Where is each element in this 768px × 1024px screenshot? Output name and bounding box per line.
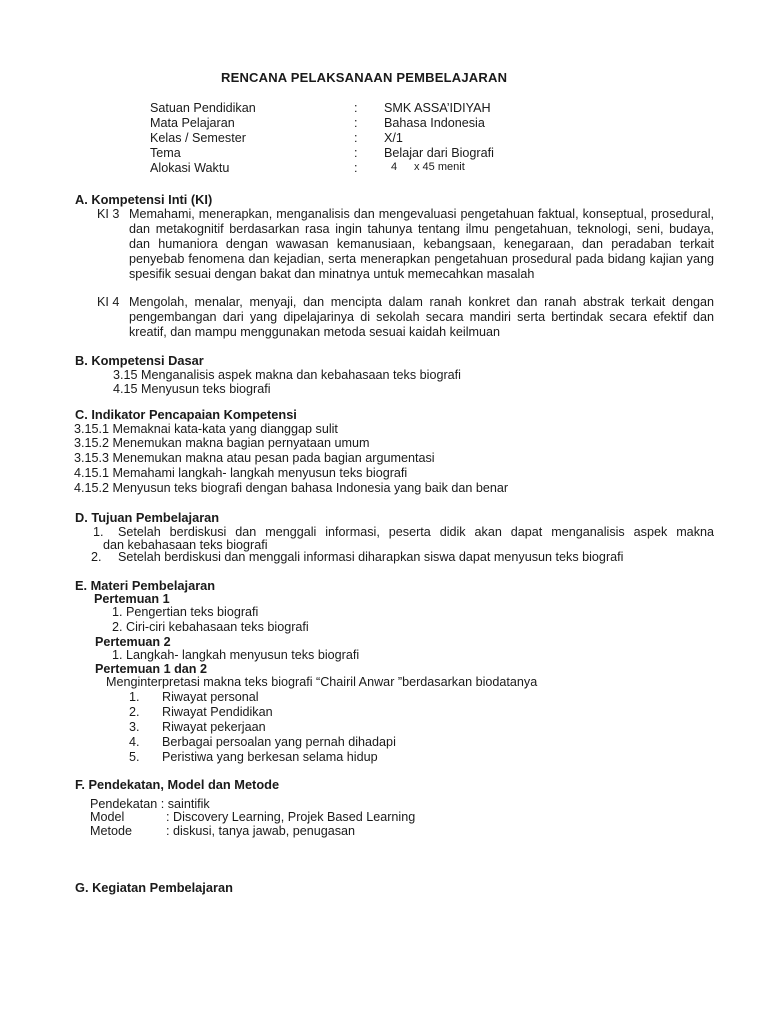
identity-value-number: 4 [391, 161, 398, 173]
tujuan-item-line1: Setelah berdiskusi dan menggali informasi, peserta didik akan dapat menganalisis aspek makna [118, 525, 714, 539]
pertemuan-heading: Pertemuan 1 [94, 592, 170, 606]
materi-intro: Menginterpretasi makna teks biografi “Chairil Anwar ”berdasarkan biodatanya [106, 675, 538, 689]
section-f-heading: F. Pendekatan, Model dan Metode [75, 777, 280, 792]
indicator-item: 3.15.1 Memaknai kata-kata yang dianggap sulit [74, 422, 338, 436]
materi-item: Peristiwa yang berkesan selama hidup [162, 750, 378, 764]
identity-value: Belajar dari Biografi [384, 146, 494, 160]
model-label: Model [90, 810, 125, 824]
ki3-label: KI 3 [97, 207, 120, 221]
materi-number: 5. [129, 750, 140, 764]
identity-separator: : [354, 131, 358, 145]
ki3-text [129, 207, 714, 282]
materi-item: Riwayat personal [162, 690, 259, 704]
pertemuan-heading: Pertemuan 2 [95, 635, 171, 649]
identity-label: Satuan Pendidikan [150, 101, 256, 115]
kd-item: 3.15 Menganalisis aspek makna dan kebahasaan teks biografi [113, 368, 461, 382]
identity-separator: : [354, 146, 358, 160]
materi-number: 1. [129, 690, 140, 704]
materi-item: Riwayat Pendidikan [162, 705, 273, 719]
materi-item: Berbagai persoalan yang pernah dihadapi [162, 735, 396, 749]
identity-separator: : [354, 161, 358, 175]
metode-value: : diskusi, tanya jawab, penugasan [166, 824, 356, 838]
pertemuan-heading: Pertemuan 1 dan 2 [95, 662, 207, 676]
ki4-label: KI 4 [97, 295, 120, 309]
identity-value-unit: x 45 menit [414, 161, 465, 173]
identity-label: Alokasi Waktu [150, 161, 230, 175]
model-value: : Discovery Learning, Projek Based Learning [166, 810, 416, 824]
ki4-text [129, 295, 714, 340]
tujuan-number: 1. [93, 525, 104, 539]
identity-value: Bahasa Indonesia [384, 116, 485, 130]
section-b-heading: B. Kompetensi Dasar [75, 353, 204, 368]
identity-separator: : [354, 116, 358, 130]
materi-number: 3. [129, 720, 140, 734]
section-c-heading: C. Indikator Pencapaian Kompetensi [75, 407, 297, 422]
tujuan-item-line2: dan kebahasaan teks biografi [103, 538, 268, 552]
indicator-item: 4.15.1 Memahami langkah- langkah menyusun teks biografi [74, 466, 408, 480]
identity-value: SMK ASSA’IDIYAH [384, 101, 491, 115]
materi-number: 4. [129, 735, 140, 749]
indicator-item: 4.15.2 Menyusun teks biografi dengan bahasa Indonesia yang baik dan benar [74, 481, 509, 495]
section-a-heading: A. Kompetensi Inti (KI) [75, 192, 213, 207]
materi-number: 2. [129, 705, 140, 719]
section-e-heading: E. Materi Pembelajaran [75, 578, 216, 593]
indicator-item: 3.15.3 Menemukan makna atau pesan pada bagian argumentasi [74, 451, 435, 465]
section-d-heading: D. Tujuan Pembelajaran [75, 510, 220, 525]
ki3-content: Memahami, menerapkan, menganalisis dan mengevaluasi pengetahuan faktual, konseptual, prosedural, dan metakognitif berdasarkan rasa ingin tahunya tentang ilmu pengetahuan, teknologi, seni, budaya, dan humaniora dengan wawasan kemanusiaan, kebangsaan, kenegaraan, dan peradaban terkait penyebab fenomena dan kejadian, serta menerapkan pengetahuan prosedural pada bidang kajian yang spesifik sesuai dengan bakat dan minatnya untuk memecahkan masalah [129, 207, 714, 281]
pendekatan-row: Pendekatan : saintifik [90, 797, 210, 811]
page-title: RENCANA PELAKSANAAN PEMBELAJARAN [221, 70, 508, 85]
identity-label: Kelas / Semester [150, 131, 246, 145]
kd-item: 4.15 Menyusun teks biografi [113, 382, 271, 396]
identity-separator: : [354, 101, 358, 115]
tujuan-item: Setelah berdiskusi dan menggali informasi diharapkan siswa dapat menyusun teks biografi [118, 550, 624, 564]
ki4-content: Mengolah, menalar, menyaji, dan mencipta dalam ranah konkret dan ranah abstrak terkait dengan pengembangan dari yang dipelajarinya di sekolah secara mandiri serta bertindak secara efektif dan kreatif, dan mampu menggunakan metoda sesuai kaidah keilmuan [129, 295, 714, 339]
metode-label: Metode [90, 824, 133, 838]
identity-label: Mata Pelajaran [150, 116, 235, 130]
materi-item: Riwayat pekerjaan [162, 720, 266, 734]
materi-item: 2. Ciri-ciri kebahasaan teks biografi [112, 620, 309, 634]
identity-label: Tema [150, 146, 181, 160]
materi-item: 1. Langkah- langkah menyusun teks biografi [112, 648, 360, 662]
identity-value: X/1 [384, 131, 403, 145]
materi-item: 1. Pengertian teks biografi [112, 605, 259, 619]
indicator-item: 3.15.2 Menemukan makna bagian pernyataan umum [74, 436, 370, 450]
section-g-heading: G. Kegiatan Pembelajaran [75, 880, 233, 895]
tujuan-number: 2. [91, 550, 102, 564]
